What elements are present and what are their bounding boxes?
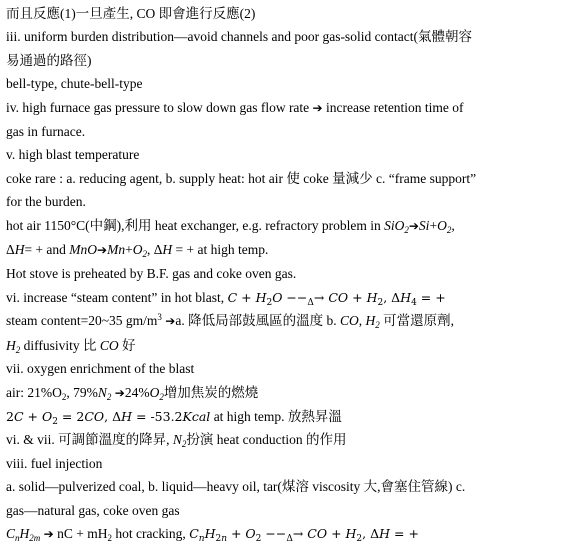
- arrow-right-icon: ➔: [114, 385, 125, 400]
- text-line-15: $H_2$ diffusivity 比 CO 好: [6, 337, 136, 355]
- arrow-right-icon: ➔: [97, 243, 108, 258]
- text-line-23: $C_nH_{2m}$ ➔ nC + $mH_2$ hot cracking, $C_nH_{2n} + O_2 --_\Delta\to$ CO + $H_2$, ΔH = +: [6, 525, 419, 544]
- arrow-right-icon: ➔: [165, 314, 176, 329]
- arrow-right-icon: ➔: [312, 100, 323, 115]
- text-line-5: iv. high furnace gas pressure to slow down gas flow rate ➔ increase retention time of: [6, 99, 464, 115]
- text-line-6: gas in furnace.: [6, 124, 86, 140]
- text-line-2: iii. uniform burden distribution—avoid channels and poor gas-solid contact(氣體朝容: [6, 29, 473, 45]
- text-line-20: viii. fuel injection: [6, 455, 103, 471]
- text-line-22: gas—natural gas, coke oven gas: [6, 502, 180, 518]
- text-line-7: v. high blast temperature: [6, 147, 140, 163]
- text-line-19: vi. & vii. 可調節溫度的降昇, $N_2$扮演 heat conduction 的作用: [6, 432, 347, 450]
- arrow-right-icon: ➔: [43, 526, 54, 541]
- text-line-16: vii. oxygen enrichment of the blast: [6, 361, 195, 377]
- text-line-14: steam content=20~35 $gm/m^3$ ➔a. 降低局部鼓風區的溫度 b. CO, $H_2$ 可當還原劑,: [6, 312, 454, 331]
- text-line-3: 易通過的路徑): [6, 52, 92, 68]
- text-line-8: coke rare : a. reducing agent, b. supply heat: hot air 使 coke 量減少 c. “frame support”: [6, 170, 477, 186]
- text-line-10: hot air 1150°C(中鋼),利用 heat exchanger, e.g. refractory problem in $SiO_2➔Si+O_2$,: [6, 217, 455, 235]
- text-line-12: Hot stove is preheated by B.F. gas and coke oven gas.: [6, 266, 297, 282]
- text-line-13: vi. increase “steam content” in hot blast, $C + H_2O --_\Delta\to$ CO + $H_2$, $\Delta H_4$ = +: [6, 289, 446, 308]
- text-line-11: ΔH= + and $MnO➔Mn+O_2$, ΔH = + at high temp.: [6, 242, 269, 260]
- text-line-1: 而且反應(1)一旦產生, CO 即會進行反應(2): [6, 6, 256, 21]
- text-line-21: a. solid—pulverized coal, b. liquid—heavy oil, tar(煤溶 viscosity 大,會塞住管線) c.: [6, 479, 466, 495]
- text-line-18: $2C + O_2 = 2CO$, ΔH = -53.2Kcal at high temp. 放熱昇溫: [6, 408, 342, 427]
- arrow-right-icon: ➔: [408, 218, 419, 233]
- text-line-17: air: $21\%O_2$, $79\%N_2$ $➔24\%O_2$增加焦炭的燃燒: [6, 384, 259, 402]
- text-line-9: for the burden.: [6, 194, 86, 210]
- text-line-4: bell-type, chute-bell-type: [6, 76, 143, 92]
